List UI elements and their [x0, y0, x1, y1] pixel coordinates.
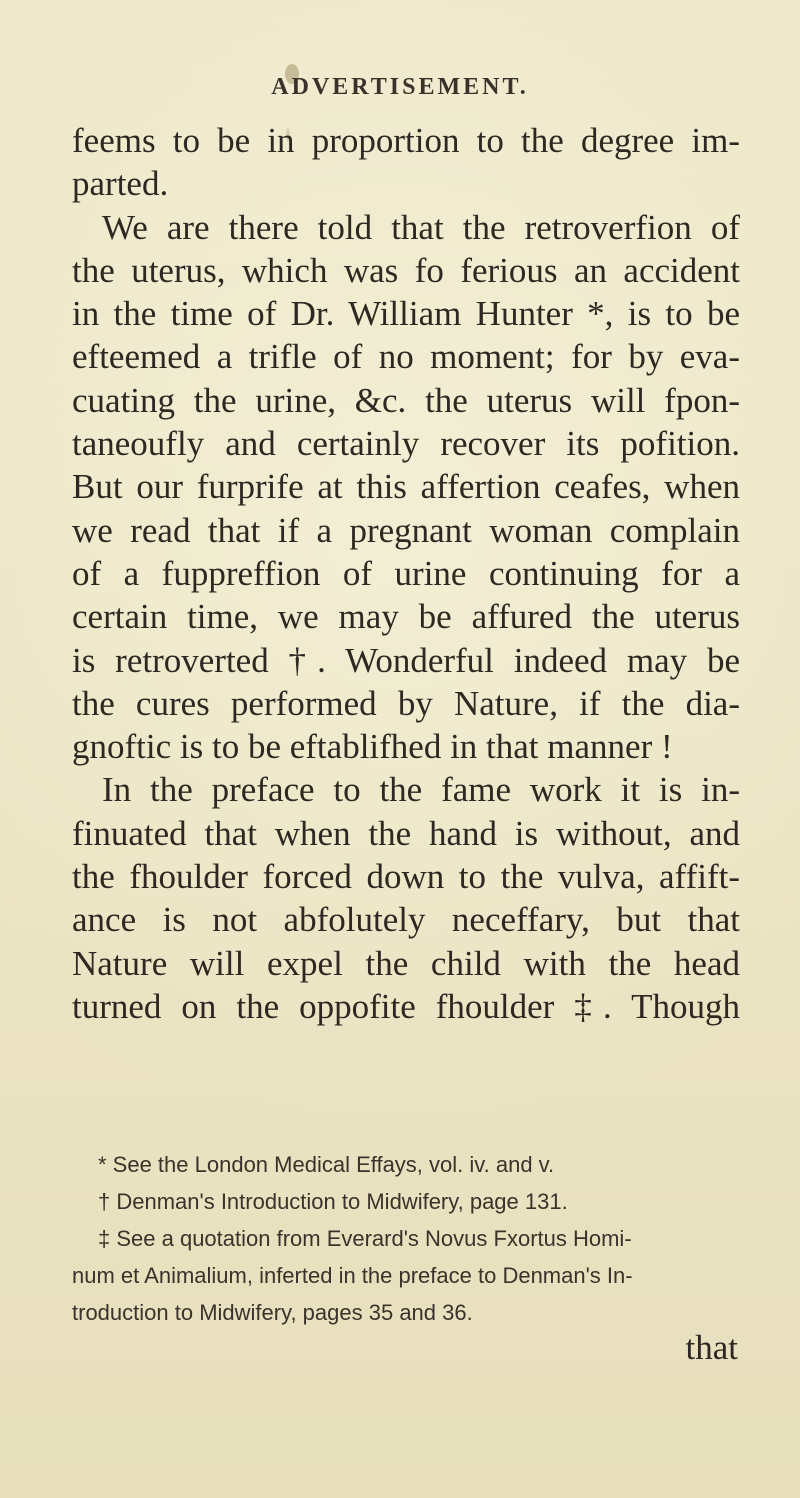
text-line: in the time of Dr. William Hunter *, is to be: [72, 294, 740, 334]
text-line: we read that if a pregnant woman complain: [72, 510, 740, 550]
catchword: that: [685, 1328, 738, 1367]
text-line: the cures performed by Nature, if the dia-: [72, 683, 740, 723]
text-line: the uterus, which was fo ferious an accident: [72, 250, 740, 290]
text-line: finuated that when the hand is without, and: [72, 813, 740, 853]
text-line: parted.: [72, 164, 169, 204]
text-line: of a fuppreffion of urine continuing for a: [72, 553, 740, 593]
text-line: certain time, we may be affured the uterus: [72, 597, 740, 637]
text-line: taneoufly and certainly recover its pofition.: [72, 424, 740, 464]
text-line: ance is not abfolutely neceffary, but that: [72, 900, 740, 940]
text-line: efteemed a trifle of no moment; for by eva-: [72, 337, 740, 377]
text-line: feems to be in proportion to the degree im-: [72, 121, 740, 160]
footnotes: [72, 1146, 740, 1331]
text-line: the fhoulder forced down to the vulva, affift-: [72, 857, 740, 897]
footnote: * See the London Medical Effays, vol. iv. and v.: [98, 1152, 555, 1177]
text-line: cuating the urine, &c. the uterus will fpon-: [72, 380, 740, 420]
text-line: But our furprife at this affertion ceafes, when: [72, 467, 740, 507]
text-line: We are there told that the retroverfion of: [102, 207, 740, 247]
text-line: is retroverted †. Wonderful indeed may be: [72, 640, 740, 680]
footnote: † Denman's Introduction to Midwifery, page 131.: [98, 1189, 568, 1214]
running-head: ADVERTISEMENT.: [271, 74, 529, 100]
text-line: turned on the oppofite fhoulder ‡. Though: [72, 986, 740, 1026]
footnote-continuation: num et Animalium, inferted in the preface to Denman's In-: [72, 1263, 633, 1288]
footnote: ‡ See a quotation from Everard's Novus Fxortus Homi-: [98, 1226, 632, 1251]
text-line: Nature will expel the child with the head: [72, 943, 740, 983]
footnote-continuation: troduction to Midwifery, pages 35 and 36.: [72, 1300, 473, 1325]
text-line: In the preface to the fame work it is in-: [102, 770, 740, 810]
text-line: gnoftic is to be eftablifhed in that manner !: [72, 727, 673, 767]
body-text: [72, 119, 740, 1028]
